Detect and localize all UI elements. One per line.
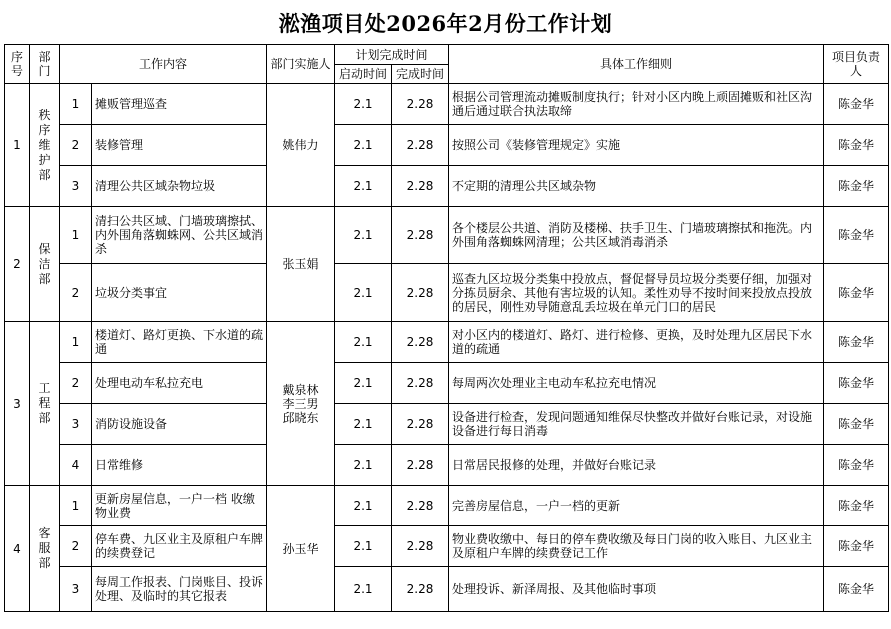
item-details: 处理投诉、新泽周报、及其他临时事项 [449,567,824,612]
header-plan-time: 计划完成时间 [335,45,449,65]
item-content: 更新房屋信息，一户一档 收缴物业费 [92,486,267,526]
item-number: 1 [60,486,92,526]
group-seq: 2 [5,207,30,322]
table-row [5,125,889,166]
item-details: 物业费收缴中、每日的停车费收缴及每日门岗的收入账目、九区业主及原租户车牌的续费登记工作 [449,526,824,567]
table-row [5,445,889,486]
item-details: 完善房屋信息，一户一档的更新 [449,486,824,526]
start-time: 2.1 [335,445,392,486]
item-content: 垃圾分类事宜 [92,264,267,322]
item-number: 2 [60,264,92,322]
table-row [5,264,889,322]
item-details: 对小区内的楼道灯、路灯、进行检修、更换，及时处理九区居民下水道的疏通 [449,322,824,363]
item-details: 不定期的清理公共区域杂物 [449,166,824,207]
item-number: 3 [60,166,92,207]
table-row [5,166,889,207]
table-row [5,322,889,363]
finish-time: 2.28 [392,567,449,612]
start-time: 2.1 [335,526,392,567]
item-content: 每周工作报表、门岗账目、投诉处理、及临时的其它报表 [92,567,267,612]
item-number: 3 [60,567,92,612]
header-content: 工作内容 [60,45,267,84]
group-implementer: 张玉娟 [267,207,335,322]
item-details: 每周两次处理业主电动车私拉充电情况 [449,363,824,404]
item-number: 1 [60,84,92,125]
header-owner: 项目负责人 [824,45,889,84]
item-number: 2 [60,363,92,404]
item-number: 1 [60,207,92,264]
table-row [5,526,889,567]
item-details: 巡查九区垃圾分类集中投放点，督促督导员垃圾分类要仔细，加强对分拣员厨余、其他有害垃圾的认知。柔性劝导不按时间来投放点投放的居民，刚性劝导随意乱丢垃圾在单元门口的居民 [449,264,824,322]
start-time: 2.1 [335,125,392,166]
item-owner: 陈金华 [824,404,889,445]
item-number: 1 [60,322,92,363]
start-time: 2.1 [335,84,392,125]
item-owner: 陈金华 [824,207,889,264]
item-content: 摊贩管理巡查 [92,84,267,125]
finish-time: 2.28 [392,166,449,207]
start-time: 2.1 [335,207,392,264]
group-dept: 工 程 部 [30,322,60,486]
finish-time: 2.28 [392,486,449,526]
finish-time: 2.28 [392,264,449,322]
table-row [5,567,889,612]
table-row [5,486,889,526]
item-content: 清理公共区域杂物垃圾 [92,166,267,207]
finish-time: 2.28 [392,404,449,445]
item-details: 按照公司《装修管理规定》实施 [449,125,824,166]
item-content: 装修管理 [92,125,267,166]
item-owner: 陈金华 [824,322,889,363]
table-row [5,404,889,445]
header-start-time: 启动时间 [335,65,392,84]
group-seq: 3 [5,322,30,486]
item-owner: 陈金华 [824,166,889,207]
item-number: 4 [60,445,92,486]
start-time: 2.1 [335,166,392,207]
item-number: 2 [60,526,92,567]
finish-time: 2.28 [392,322,449,363]
finish-time: 2.28 [392,526,449,567]
start-time: 2.1 [335,363,392,404]
item-owner: 陈金华 [824,264,889,322]
start-time: 2.1 [335,322,392,363]
finish-time: 2.28 [392,84,449,125]
header-seq: 序号 [5,45,30,84]
group-dept: 秩 序 维 护 部 [30,84,60,207]
item-details: 设备进行检查，发现问题通知维保尽快整改并做好台账记录，对设施设备进行每日消毒 [449,404,824,445]
item-details: 根据公司管理流动摊贩制度执行；针对小区内晚上顽固摊贩和社区沟通后通过联合执法取缔 [449,84,824,125]
table-row [5,363,889,404]
item-owner: 陈金华 [824,526,889,567]
group-dept: 客 服 部 [30,486,60,612]
page-title: 淞渔项目处2026年2月份工作计划 [278,11,613,36]
table-row [5,207,889,264]
item-owner: 陈金华 [824,84,889,125]
item-owner: 陈金华 [824,567,889,612]
item-content: 停车费、九区业主及原租户车牌的续费登记 [92,526,267,567]
header-dept: 部门 [30,45,60,84]
group-seq: 4 [5,486,30,612]
header-finish-time: 完成时间 [392,65,449,84]
finish-time: 2.28 [392,207,449,264]
header-details: 具体工作细则 [449,45,824,84]
item-owner: 陈金华 [824,486,889,526]
finish-time: 2.28 [392,445,449,486]
item-owner: 陈金华 [824,445,889,486]
group-implementer: 孙玉华 [267,486,335,612]
start-time: 2.1 [335,404,392,445]
item-details: 各个楼层公共道、消防及楼梯、扶手卫生、门墙玻璃擦拭和拖洗。内外围角落蜘蛛网清理；公共区域消毒消杀 [449,207,824,264]
item-number: 3 [60,404,92,445]
header-implementer: 部门实施人 [267,45,335,84]
item-content: 清扫公共区域、门墙玻璃擦拭、内外围角落蜘蛛网、公共区域消杀 [92,207,267,264]
start-time: 2.1 [335,486,392,526]
group-seq: 1 [5,84,30,207]
item-content: 处理电动车私拉充电 [92,363,267,404]
start-time: 2.1 [335,264,392,322]
item-owner: 陈金华 [824,125,889,166]
finish-time: 2.28 [392,363,449,404]
item-details: 日常居民报修的处理，并做好台账记录 [449,445,824,486]
group-implementer: 姚伟力 [267,84,335,207]
item-owner: 陈金华 [824,363,889,404]
group-implementer: 戴泉林 李三男 邱晓东 [267,322,335,486]
start-time: 2.1 [335,567,392,612]
group-dept: 保 洁 部 [30,207,60,322]
table-row [5,84,889,125]
item-content: 消防设施设备 [92,404,267,445]
finish-time: 2.28 [392,125,449,166]
item-content: 日常维修 [92,445,267,486]
item-number: 2 [60,125,92,166]
item-content: 楼道灯、路灯更换、下水道的疏通 [92,322,267,363]
work-plan-table [4,44,889,612]
